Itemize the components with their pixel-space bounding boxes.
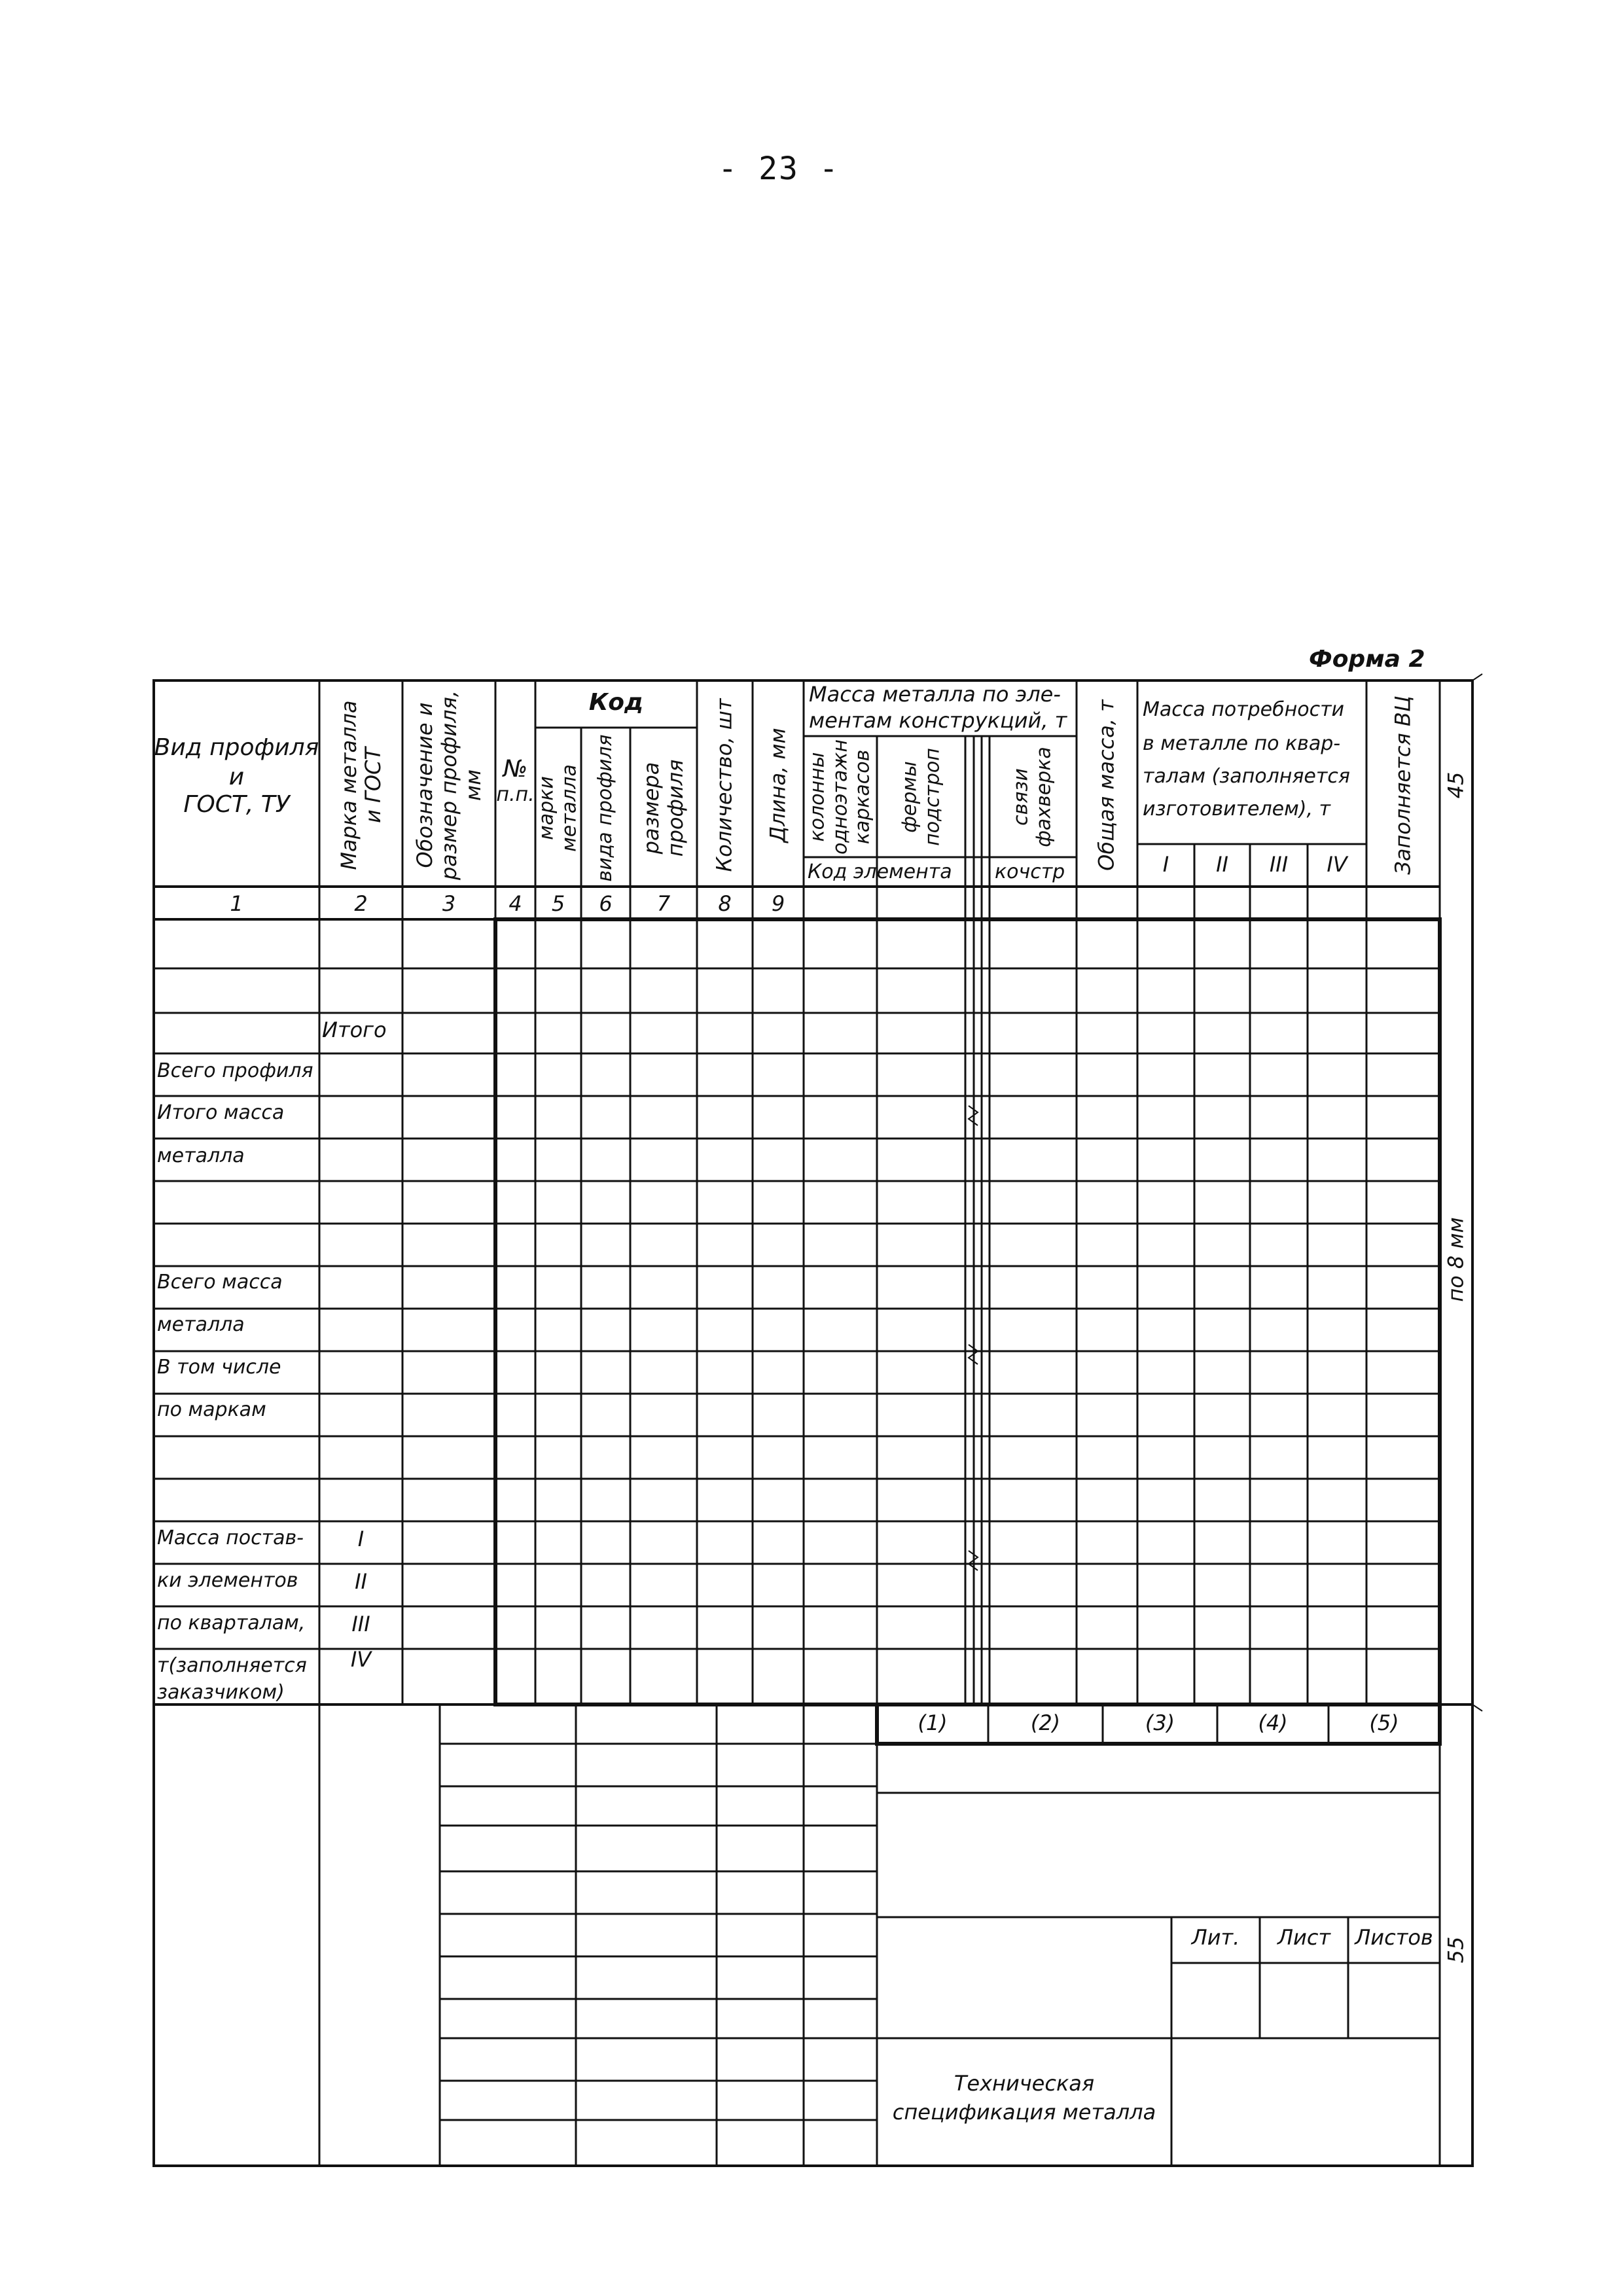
header-dlina: Длина, мм [765, 728, 791, 843]
total-5: (5) [1369, 1710, 1399, 1735]
col-num-2: 2 [354, 891, 368, 916]
row-massa-postavki-4: т(заполняется [157, 1654, 307, 1677]
header-pp: п.п. [496, 783, 535, 806]
total-3: (3) [1145, 1710, 1175, 1735]
col-num-9: 9 [771, 891, 785, 916]
header-i: и [228, 764, 245, 790]
side-note-po-8-mm: по 8 мм [1443, 1217, 1469, 1302]
header-kod-razmera: размера профиля [639, 759, 688, 857]
col-num-4: 4 [508, 891, 522, 916]
header-no: № [503, 756, 528, 783]
header-svyazi: связи фахверка [1009, 747, 1055, 847]
header-potr-2: в металле по квар- [1143, 732, 1341, 755]
title-line-2: спецификация металла [892, 2100, 1156, 2125]
col-num-1: 1 [230, 891, 243, 916]
header-obshchaya-massa: Общая масса, т [1094, 699, 1119, 871]
row-po-markam: по маркам [157, 1398, 266, 1421]
header-q4: IV [1327, 852, 1347, 877]
header-potr-4: изготовителем), т [1143, 798, 1331, 821]
row-massa-postavki-5: заказчиком) [157, 1681, 285, 1704]
header-q3: III [1269, 852, 1289, 877]
header-45: 45 [1443, 771, 1469, 799]
row-v-tom-chisle: В том числе [157, 1356, 281, 1379]
total-2: (2) [1030, 1710, 1061, 1735]
col-num-5: 5 [551, 891, 565, 916]
col-num-8: 8 [718, 891, 732, 916]
header-massa-elem-1: Масса металла по эле- [809, 682, 1061, 707]
col-num-3: 3 [442, 891, 456, 916]
title-line-1: Техническая [954, 2071, 1095, 2096]
title-lit: Лит. [1191, 1925, 1240, 1950]
row-vsego-massa: Всего масса [157, 1271, 283, 1294]
header-marka-metalla: Марка металла и ГОСТ [336, 700, 385, 870]
header-massa-elem-2: ментам конструкций, т [809, 708, 1067, 733]
header-q1: I [1162, 852, 1169, 877]
row-q1: I [357, 1527, 365, 1551]
header-kochstr: кочстр [995, 860, 1065, 883]
form-label: Форма 2 [1309, 646, 1425, 673]
header-gost-tu: ГОСТ, ТУ [183, 791, 290, 818]
col-num-6: 6 [599, 891, 613, 916]
header-fermy: фермы подстроп [898, 748, 944, 846]
row-massa-postavki-1: Масса постав- [157, 1527, 304, 1549]
row-itogo: Итого [322, 1017, 387, 1042]
header-kod-elementa: Код элемента [808, 860, 952, 883]
page-number: - 23 - [718, 150, 840, 187]
header-vid-profilya: Вид профиля [154, 734, 319, 761]
row-q3: III [351, 1612, 370, 1636]
row-itogo-massa: Итого масса [157, 1101, 285, 1124]
header-kod-vida: вида профиля [593, 734, 616, 882]
title-list: Лист [1277, 1925, 1331, 1950]
row-q2: II [355, 1569, 367, 1594]
header-kod: Код [588, 689, 644, 716]
header-potr-1: Масса потребности [1143, 698, 1345, 721]
header-kod-marki: марки металла [535, 764, 580, 852]
header-zapolnyaetsya-vc: Заполняется ВЦ [1390, 696, 1416, 875]
row-vsego-profilya: Всего профиля [157, 1059, 313, 1082]
row-massa-postavki-3: по кварталам, [157, 1612, 306, 1634]
total-1: (1) [918, 1710, 948, 1735]
title-listov: Листов [1355, 1925, 1433, 1950]
header-potr-3: талам (заполняется [1143, 765, 1350, 788]
header-kolonny: колонны одноэтажн каркасов [806, 739, 874, 855]
row-massa-postavki-2: ки элементов [157, 1569, 298, 1592]
header-kolichestvo: Количество, шт [711, 698, 737, 872]
header-q2: II [1216, 852, 1228, 877]
col-num-7: 7 [656, 891, 671, 916]
row-metalla-1: металла [157, 1144, 245, 1167]
row-q4: IV [350, 1647, 372, 1672]
header-oboznachenie: Обозначение и размер профиля, мм [412, 690, 486, 881]
side-note-55: 55 [1443, 1936, 1469, 1964]
total-4: (4) [1258, 1710, 1288, 1735]
row-metalla-2: металла [157, 1313, 245, 1336]
